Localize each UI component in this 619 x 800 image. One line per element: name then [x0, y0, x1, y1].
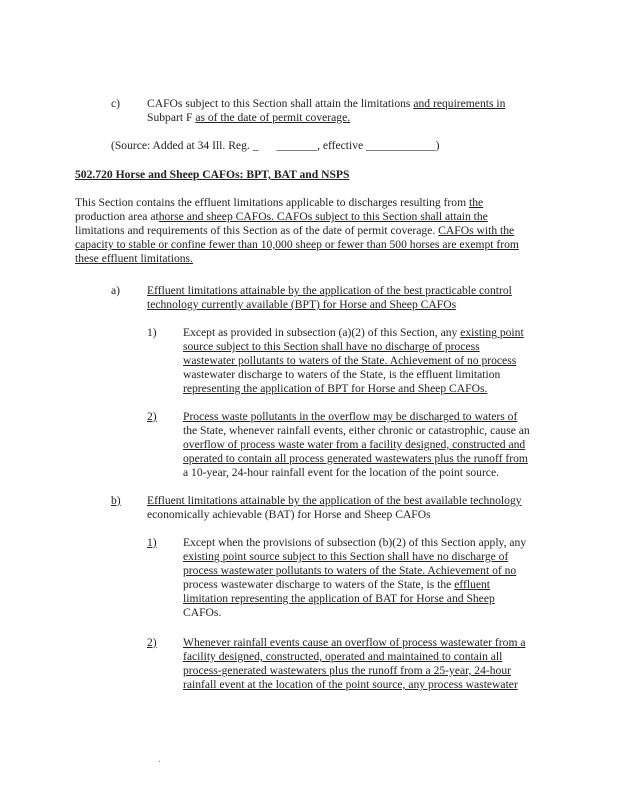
intro-underlined: CAFOs with the [438, 224, 515, 237]
intro-line [75, 224, 514, 237]
intro-underlined: the [469, 196, 484, 209]
para-c-label: c) [111, 97, 121, 110]
para-a1-line: source subject to this Section shall have no discharge of process [183, 340, 480, 353]
para-a2-label: 2) [147, 410, 157, 423]
section-heading: 502.720 Horse and Sheep CAFOs: BPT, BAT and NSPS [75, 168, 350, 181]
footer-mark: . [158, 752, 161, 765]
para-b1-label: 1) [147, 536, 157, 549]
para-a1-label: 1) [147, 326, 157, 339]
intro-underlined: horse and sheep CAFOs. CAFOs subject to this Section shall attain the [158, 210, 488, 223]
para-a1-underlined: existing point [460, 326, 524, 339]
para-a1-line: wastewater pollutants to waters of the State. Achievement of no process [183, 354, 517, 367]
para-b1-underlined: existing point source subject to [183, 550, 331, 563]
para-a1-line: representing the application of BPT for Horse and Sheep CAFOs. [183, 382, 488, 395]
intro-line [75, 210, 488, 223]
para-a-line: technology currently available (BPT) for Horse and Sheep CAFOs [147, 298, 457, 311]
source-note [111, 139, 440, 152]
intro-line [75, 196, 483, 209]
para-a1-text: Except as provided in subsection (a)(2) of this Section, any [183, 326, 461, 339]
para-b1-underlined: effluent [454, 578, 491, 591]
para-b1-line: Except when the provisions of subsection (b)(2) of this Section apply, any [183, 536, 527, 549]
para-c-text: Subpart F [147, 111, 196, 124]
intro-text: production area at [75, 210, 159, 223]
para-c-underlined: and requirements in [413, 97, 506, 110]
para-b1-underlined: this Section shall have no discharge of [330, 550, 509, 563]
para-b1-text: process wastewater discharge to waters of the State, is the [183, 578, 455, 591]
para-b-line: Effluent limitations attainable by the application of the best available technology [147, 494, 522, 507]
source-blank: ____________ [366, 139, 436, 152]
intro-line: capacity to stable or confine fewer than 10,000 sheep or fewer than 500 horses are exempt from [75, 238, 519, 251]
para-b1-line [183, 550, 508, 563]
para-b2-line: Whenever rainfall events cause an overflow of process wastewater from a [183, 636, 526, 649]
para-a2-line: operated to contain all process generated wastewaters plus the runoff from [183, 452, 528, 465]
para-c-underlined: as of the date of permit coverage. [195, 111, 351, 124]
para-b1-line: CAFOs. [183, 606, 222, 619]
para-b2-line: facility designed, constructed, operated and maintained to contain all [183, 650, 503, 663]
para-b1-line: process wastewater pollutants to waters of the State. Achievement of no [183, 564, 517, 577]
para-a2-line: Process waste pollutants in the overflow may be discharged to waters of [183, 410, 518, 423]
intro-text: This Section contains the effluent limitations applicable to discharges resulting from [75, 196, 469, 209]
source-blank: _ [252, 139, 259, 152]
para-b1-line: limitation representing the application of BAT for Horse and Sheep [183, 592, 495, 605]
para-a1-line: wastewater discharge to waters of the State, is the effluent limitation [183, 368, 501, 381]
source-blank: _______ [276, 139, 318, 152]
para-c-line1 [147, 97, 505, 110]
para-b-line: economically achievable (BAT) for Horse and Sheep CAFOs [147, 508, 431, 521]
intro-line: these effluent limitations. [75, 252, 193, 265]
intro-text: limitations and requirements of this Section as of the date of permit coverage. [75, 224, 439, 237]
para-b2-underlined: rainfall event at the location of the point source, any process wastewater [183, 678, 518, 691]
para-a2-line: a 10-year, 24-hour rainfall event for the location of the point source. [183, 466, 499, 479]
para-a2-line: overflow of process waste water from a facility designed, constructed and [183, 438, 526, 451]
source-text: ) [435, 139, 440, 152]
para-b1-line [183, 578, 490, 591]
para-a1-line [183, 326, 524, 339]
para-b2-line [183, 678, 518, 691]
para-b2-label: 2) [147, 636, 157, 649]
para-a-line: Effluent limitations attainable by the application of the best practicable control [147, 284, 512, 297]
para-b-label: b) [111, 494, 121, 507]
source-text: (Source: Added at 34 Ill. Reg. [111, 139, 253, 152]
para-c-text: CAFOs subject to this Section shall attain the limitations [147, 97, 414, 110]
para-a2-line: the State, whenever rainfall events, either chronic or catastrophic, cause an [183, 424, 530, 437]
para-a-label: a) [111, 284, 121, 297]
para-b2-line: process-generated wastewaters plus the runoff from a 25-year, 24-hour [183, 664, 512, 677]
para-c-line2 [147, 111, 350, 124]
source-text: , effective [317, 139, 367, 152]
